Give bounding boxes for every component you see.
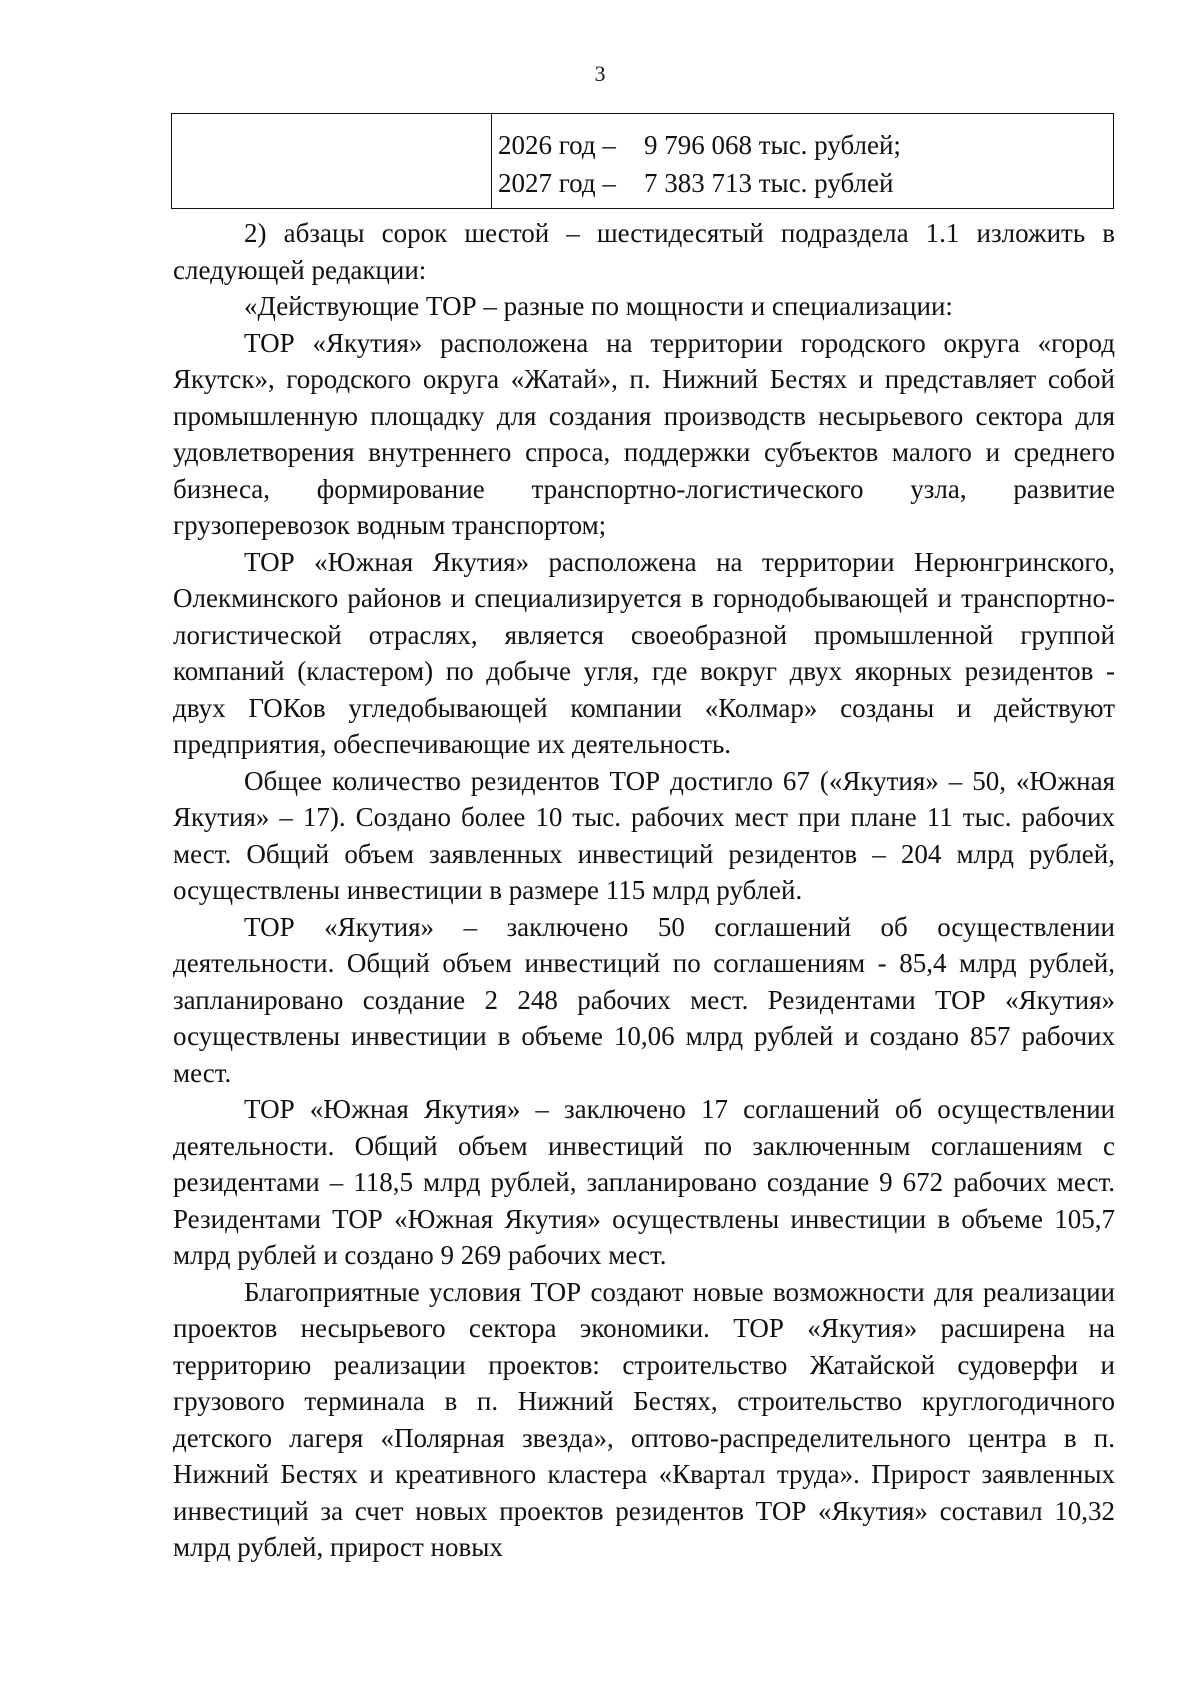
page-number: 3 [594,61,606,86]
budget-amount: 7 383 713 тыс. рублей [644,168,894,198]
budget-year: 2027 год – [498,168,616,198]
table-cell-empty [172,114,492,208]
paragraph-residents-total: Общее количество резидентов ТОР достигло 67 («Якутия» – 50, «Южная Якутия» – 17). Создано более 10 тыс. рабочих мест при плане 11 тыс. рабочих мест. Общий объем заявленных инвестиций резидентов – 204 млрд рублей, осуществлены инвестиции в размере 115 млрд рублей. [173,765,1115,905]
paragraph-tor-yakutia: ТОР «Якутия» расположена на территории городского округа «город Якутск», городского округа «Жатай», п. Нижний Бестях и представляет собой промышленную площадку для создания производств несырьевого сектора для удовлетворения внутреннего спроса, поддержки субъектов малого и среднего бизнеса, формирование транспортно-логистического узла, развитие грузоперевозок водным транспортом; [173,327,1115,540]
budget-table [171,113,1114,209]
budget-line-2026 [498,126,1113,164]
paragraph-amendment: 2) абзацы сорок шестой – шестидесятый подраздела 1.1 изложить в следующей редакции: [173,218,1115,285]
paragraph-yakutia-agreements: ТОР «Якутия» – заключено 50 соглашений об осуществлении деятельности. Общий объем инвестиций по соглашениям - 85,4 млрд рублей, запланировано создание 2 248 рабочих мест. Резидентами ТОР «Якутия» осуществлены инвестиции в объеме 10,06 млрд рублей и создано 857 рабочих мест. [173,911,1115,1088]
paragraph-tor-south-yakutia: ТОР «Южная Якутия» расположена на территории Нерюнгринского, Олекминского районов и специализируется в горнодобывающей и транспортно-логистической отраслях, является своеобразной промышленной группой компаний (кластером) по добыче угля, где вокруг двух якорных резидентов - двух ГОКов угледобывающей компании «Колмар» созданы и действуют предприятия, обеспечивающие их деятельность. [173,546,1115,759]
paragraph-favorable-conditions: Благоприятные условия ТОР создают новые возможности для реализации проектов несырьевого сектора экономики. ТОР «Якутия» расширена на территорию реализации проектов: строительство Жатайской судоверфи и грузового терминала в п. Нижний Бестях, строительство круглогодичного детского лагеря «Полярная звезда», оптово-распределительного центра в п. Нижний Бестях и креативного кластера «Квартал труда». Прирост заявленных инвестиций за счет новых проектов резидентов ТОР «Якутия» составил 10,32 млрд рублей, прирост новых [173,1276,1115,1562]
document-body [173,215,1115,1566]
budget-year: 2026 год – [498,130,616,160]
budget-line-2027 [498,164,1113,202]
budget-amount: 9 796 068 тыс. рублей; [644,130,901,160]
table-cell-budget [492,114,1113,208]
paragraph-south-yakutia-agreements: ТОР «Южная Якутия» – заключено 17 соглашений об осуществлении деятельности. Общий объем инвестиций по заключенным соглашениям с резидентами – 118,5 млрд рублей, запланировано создание 9 672 рабочих мест. Резидентами ТОР «Южная Якутия» осуществлены инвестиции в объеме 105,7 млрд рублей и создано 9 269 рабочих мест. [173,1094,1115,1270]
paragraph-intro: «Действующие ТОР – разные по мощности и специализации: [244,291,953,321]
